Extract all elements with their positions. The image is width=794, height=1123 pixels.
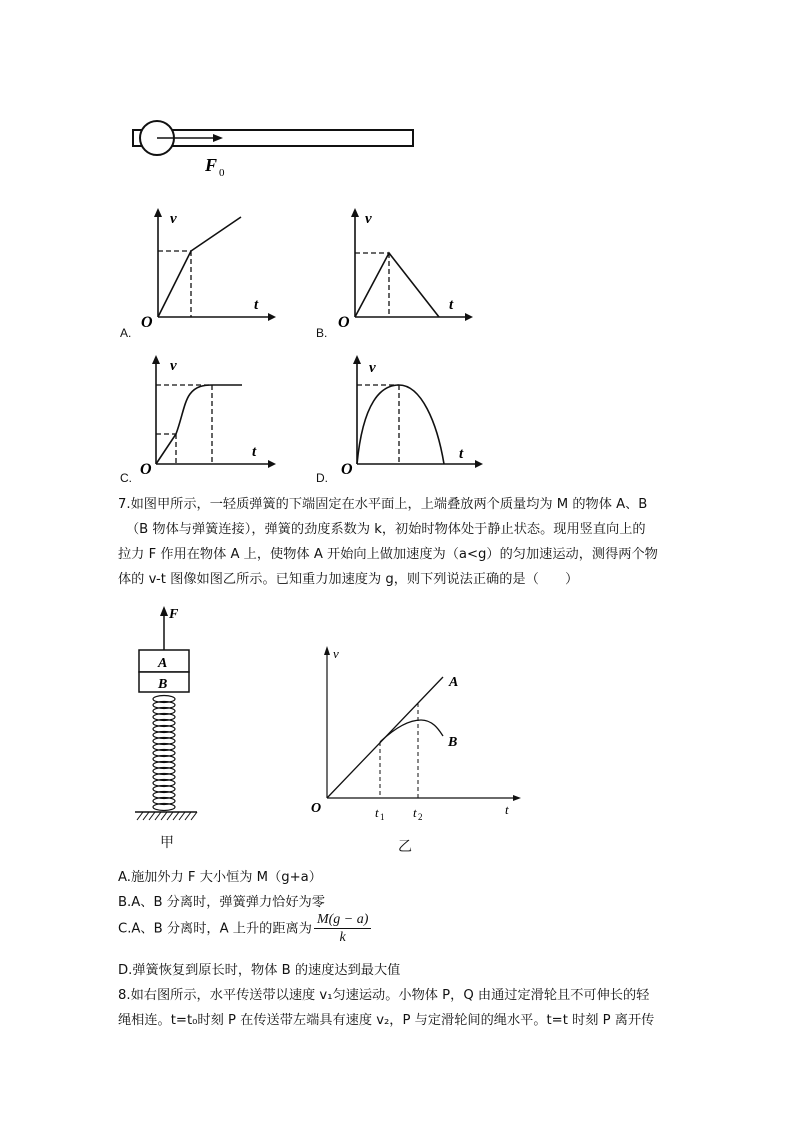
- svg-text:v: v: [369, 360, 376, 376]
- curve-d: [357, 385, 444, 464]
- force-label: F: [205, 155, 218, 175]
- svg-text:v: v: [333, 646, 339, 661]
- svg-text:O: O: [311, 801, 322, 816]
- svg-text:t: t: [459, 446, 464, 462]
- curve-b: [355, 253, 439, 317]
- graph-d: [337, 352, 487, 477]
- fraction-numerator: M(g − a): [314, 911, 371, 929]
- fraction-denominator: k: [339, 930, 346, 945]
- option-a-label: A.: [120, 326, 132, 340]
- svg-text:F: F: [169, 607, 179, 622]
- svg-text:O: O: [341, 461, 353, 477]
- q7-option-c-text: C.A、B 分离时，A 上升的距离为: [118, 921, 312, 937]
- svg-text:v: v: [365, 211, 372, 227]
- svg-text:v: v: [170, 211, 177, 227]
- question-7-stem: [118, 492, 678, 592]
- svg-text:t: t: [375, 805, 379, 820]
- svg-text:B: B: [448, 735, 458, 750]
- option-b-label: B.: [316, 326, 328, 340]
- force-arrow-head: [213, 134, 223, 142]
- fraction: [314, 911, 371, 946]
- option-d-label: D.: [316, 471, 328, 485]
- svg-text:1: 1: [380, 812, 385, 822]
- figure-yi: [305, 640, 525, 830]
- figure-yi-caption: 乙: [398, 839, 412, 855]
- svg-text:O: O: [141, 314, 153, 330]
- figure-jia: [125, 600, 215, 835]
- q7-line-3: 拉力 F 作用在物体 A 上，使物体 A 开始向上做加速度为（a<g）的匀加速运动，测得两个物: [118, 547, 658, 562]
- q7-option-c: [118, 911, 371, 946]
- svg-text:t: t: [505, 802, 509, 817]
- graph-c: [138, 352, 278, 477]
- q7-option-a: A.施加外力 F 大小恒为 M（g+a）: [118, 870, 322, 885]
- svg-text:A: A: [449, 675, 459, 690]
- svg-text:v: v: [170, 358, 177, 374]
- q7-option-b: B.A、B 分离时，弹簧弹力恰好为零: [118, 895, 325, 910]
- svg-text:O: O: [140, 461, 152, 477]
- q8-line-1: 8.如右图所示，水平传送带以速度 v₁匀速运动。小物体 P，Q 由通过定滑轮且不可伸长的轻: [118, 988, 650, 1003]
- curve-c: [156, 385, 242, 464]
- curve-a: [158, 217, 241, 317]
- svg-text:t: t: [252, 444, 257, 460]
- option-c-label: C.: [120, 471, 132, 485]
- svg-text:t: t: [254, 297, 259, 313]
- curve-b: [380, 720, 443, 742]
- svg-text:2: 2: [418, 812, 423, 822]
- spring: [153, 696, 175, 811]
- q7-line-2: （B 物体与弹簧连接），弹簧的劲度系数为 k，初始时物体处于静止状态。现用竖直向上的: [126, 522, 646, 537]
- svg-text:t: t: [449, 297, 454, 313]
- q7-line-4: 体的 v-t 图像如图乙所示。已知重力加速度为 g，则下列说法正确的是（ ）: [118, 572, 579, 587]
- q8-line-2: 绳相连。t=t₀时刻 P 在传送带左端具有速度 v₂，P 与定滑轮间的绳水平。t=t 时刻 P 离开传: [118, 1013, 655, 1028]
- q7-line-1: 7.如图甲所示，一轻质弹簧的下端固定在水平面上，上端叠放两个质量均为 M 的物体 A、B: [118, 497, 648, 512]
- force-subscript: 0: [219, 167, 225, 179]
- svg-text:O: O: [338, 314, 350, 330]
- svg-text:A: A: [158, 656, 168, 671]
- graph-a: [138, 205, 278, 330]
- svg-text:B: B: [158, 677, 168, 692]
- ball-rod-figure: [125, 118, 425, 188]
- figure-jia-caption: 甲: [160, 835, 174, 851]
- svg-text:t: t: [413, 805, 417, 820]
- graph-b: [335, 205, 475, 330]
- q7-option-d: D.弹簧恢复到原长时，物体 B 的速度达到最大值: [118, 963, 401, 978]
